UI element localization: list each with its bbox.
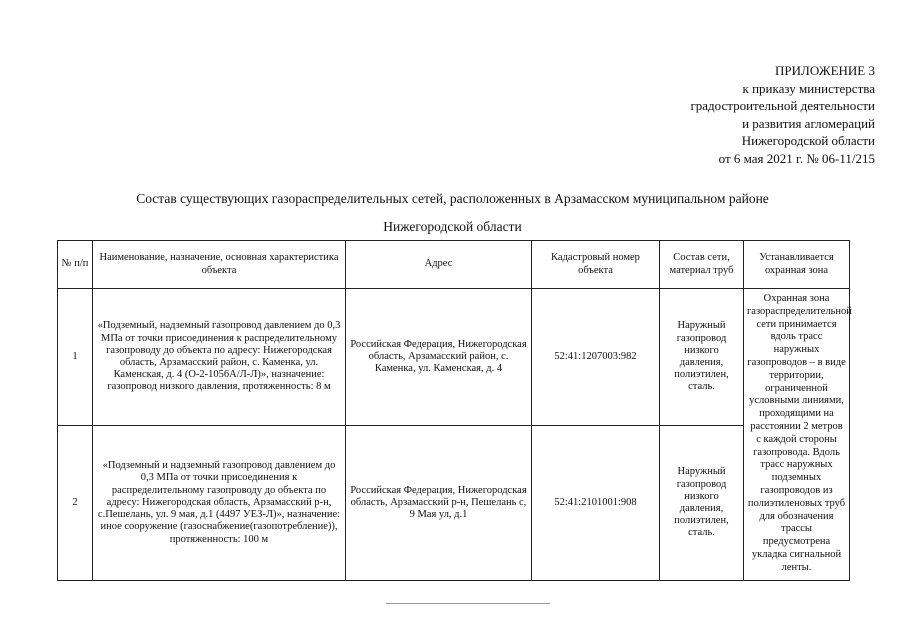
table-row — [58, 426, 850, 581]
appendix-header — [690, 62, 875, 168]
row-cadastral: 52:41:1207003:982 — [532, 289, 660, 426]
header-num: № п/п — [58, 241, 93, 289]
row-composition: Наружный газопровод низкого давления, полиэтилен, сталь. — [660, 426, 744, 581]
row-cadastral: 52:41:2101001:908 — [532, 426, 660, 581]
document-title: Состав существующих газораспределительных сетей, расположенных в Арзамасском муниципальном районе — [136, 191, 769, 206]
appendix-order-date: от 6 мая 2021 г. № 06-11/215 — [718, 150, 875, 166]
header-name: Наименование, назначение, основная характеристика объекта — [93, 241, 346, 289]
table-header-row — [58, 241, 850, 289]
appendix-number: ПРИЛОЖЕНИЕ 3 — [775, 63, 875, 78]
appendix-ministry-line-2: и развития агломераций — [742, 115, 875, 131]
appendix-order-line: к приказу министерства — [742, 80, 875, 96]
row-address: Российская Федерация, Нижегородская область, Арзамасский район, с. Каменка, ул. Каменская, д. 4 — [346, 289, 532, 426]
table-row — [58, 289, 850, 426]
protection-zone-cell: Охранная зона газораспределительной сети принимается вдоль трасс наружных газопроводов – в виде территории, ограниченной условными линиями, проходящими на расстоянии 2 метров с каждой стороны газопровода. Вдоль трасс наружных подземных газопроводов из полиэтиленовых труб для обозначения трассы предусмотрена укладка сигнальной ленты. — [744, 289, 850, 581]
row-address: Российская Федерация, Нижегородская область, Арзамасский р-н, Пешелань с, 9 Мая ул, д.1 — [346, 426, 532, 581]
footer-divider — [386, 603, 550, 604]
header-zone: Устанавливается охранная зона — [744, 241, 850, 289]
document-title-region: Нижегородской области — [383, 219, 522, 234]
header-address: Адрес — [346, 241, 532, 289]
appendix-region-line: Нижегородской области — [741, 133, 875, 149]
appendix-ministry-line: градостроительной деятельности — [690, 98, 875, 114]
row-num: 1 — [58, 289, 93, 426]
row-num: 2 — [58, 426, 93, 581]
gas-networks-table — [57, 240, 850, 581]
row-composition: Наружный газопровод низкого давления, полиэтилен, сталь. — [660, 289, 744, 426]
row-name: «Подземный и надземный газопровод давлением до 0,3 МПа от точки присоединения к распределительному газопроводу до объекта по адресу: Нижегородская область, Арзамасский р-н, с.Пешелань, ул. 9 мая, д.1 (4497 УЕЗ-Л)», назначение: иное сооружение (газоснабжение(газопотребление)), протяженность: 100 м — [93, 426, 346, 581]
header-cadastral: Кадастровый номер объекта — [532, 241, 660, 289]
header-composition: Состав сети, материал труб — [660, 241, 744, 289]
row-name: «Подземный, надземный газопровод давлением до 0,3 МПа от точки присоединения к распределительному газопроводу до объекта по адресу: Нижегородская область, Арзамасский район, с. Каменка, ул. Каменская, д. 4 (О-2-1056А/Л-Л)», назначение: газопровод низкого давления, протяженность: 8 м — [93, 289, 346, 426]
